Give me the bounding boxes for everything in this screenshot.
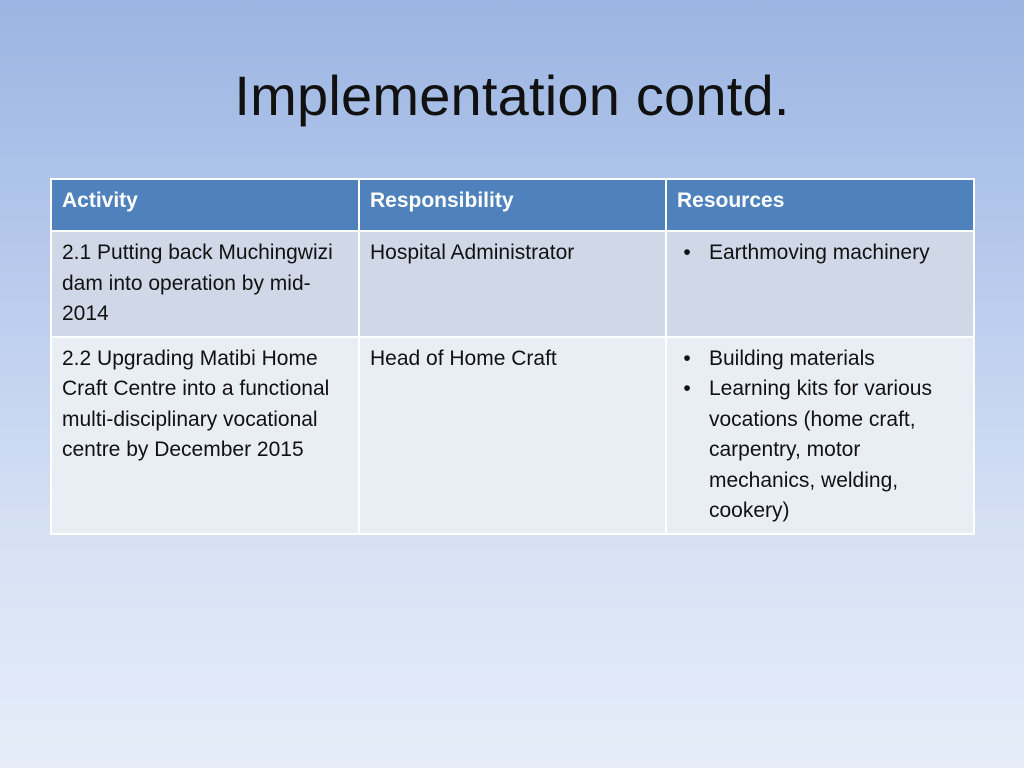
cell-resources (666, 231, 974, 337)
header-resources: Resources (666, 179, 974, 231)
resource-item (677, 374, 963, 527)
cell-resources (666, 337, 974, 534)
bullet-icon: • (683, 377, 691, 400)
header-responsibility: Responsibility (359, 179, 666, 231)
resources-list (677, 238, 963, 269)
table-row (51, 231, 974, 337)
slide-title: Implementation contd. (234, 64, 790, 127)
resource-text: Building materials (709, 346, 875, 370)
cell-activity: 2.1 Putting back Muchingwizi dam into operation by mid-2014 (51, 231, 359, 337)
cell-responsibility: Hospital Administrator (359, 231, 666, 337)
resources-list (677, 344, 963, 527)
table-header-row (51, 179, 974, 231)
bullet-icon: • (683, 346, 691, 370)
cell-responsibility: Head of Home Craft (359, 337, 666, 534)
implementation-table (50, 178, 975, 535)
resource-item (677, 238, 963, 269)
header-activity: Activity (51, 179, 359, 231)
resource-text: Earthmoving machinery (709, 241, 930, 264)
resource-item (677, 344, 963, 375)
bullet-icon: • (683, 241, 691, 264)
implementation-table-container (50, 178, 973, 535)
table-row (51, 337, 974, 534)
resource-text: Learning kits for various vocations (home craft, carpentry, motor mechanics, welding, cookery) (709, 377, 932, 522)
cell-activity: 2.2 Upgrading Matibi Home Craft Centre into a functional multi-disciplinary vocational centre by December 2015 (51, 337, 359, 534)
